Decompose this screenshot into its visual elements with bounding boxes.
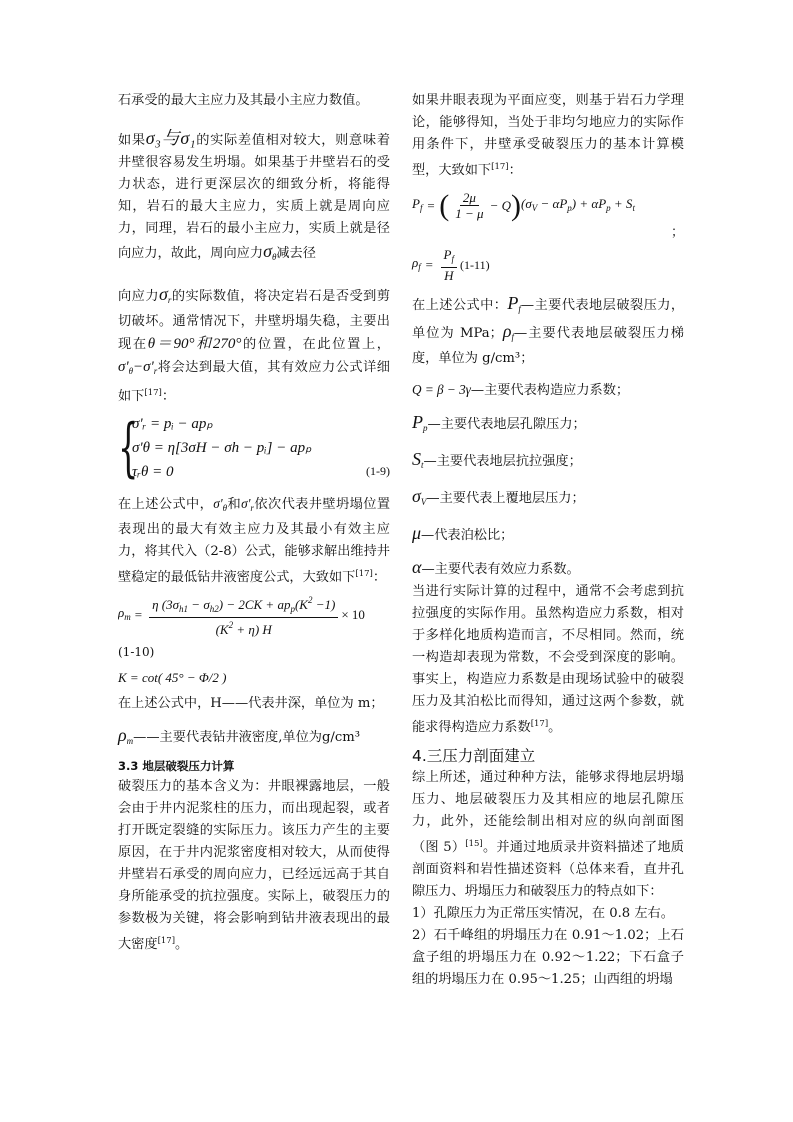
angle-expression: θ＝90°和270°: [147, 336, 242, 352]
right-column: [412, 90, 684, 991]
citation: [15]: [465, 839, 483, 849]
definition-st: [412, 448, 684, 476]
text: 的实际数值，将决定岩石是否受到剪切破坏。通常情况下，井壁坍塌失稳，主要出现在: [118, 289, 391, 352]
left-column: [118, 90, 390, 956]
mu-symbol: μ: [412, 523, 422, 543]
text: —主要代表上覆地层压力；: [426, 491, 585, 506]
text: —主要代表构造应力系数；: [470, 383, 630, 398]
left-paragraph-4: [118, 493, 390, 589]
left-paragraph-7: [118, 776, 390, 956]
left-paragraph-3: [118, 283, 390, 408]
section-heading-4: 4.三压力剖面建立: [412, 747, 536, 765]
text: 。: [175, 937, 189, 952]
sigma3-sigma1-symbol: σ₃与σ₁: [145, 128, 196, 148]
sigma-r-symbol: $\sigma_r$: [159, 284, 172, 305]
text: 的实际差值相对较大，则意味着井壁很容易发生坍塌。如果基于井壁岩石的受力状态，进行更深层次的细致分析，将能得知，岩石的最大主应力，实质上就是周向应力，同理，岩石的最小主应力，实质上就是径向应力，故此，周向应力: [118, 133, 391, 261]
citation: [17]: [491, 162, 509, 172]
text: 当进行实际计算的过程中，通常不会考虑到抗拉强度的实际作用。虽然构造应力系数，相对于多样化地质构造而言，不尽相同。然而，统一构造却表现为常数，不会受到深度的影响。事实上，构造应力系数是由现场试验中的破裂压力及其泊松比而得知，通过这两个参数，就能求得构造应力系数: [412, 584, 684, 735]
text: —主要代表地层孔隙压力；: [427, 417, 586, 432]
right-paragraph-3: [412, 767, 684, 903]
text: ——主要代表钻井液密度,单位为g/cm³: [133, 730, 361, 745]
citation: [17]: [355, 569, 373, 579]
text: 。: [548, 720, 562, 735]
text: 在上述公式中：: [412, 298, 508, 313]
definition-sigma-v: [412, 485, 684, 513]
equation-1-11: $\rho_f$ = $\frac{P_f}{H}$ (1-11): [412, 247, 490, 283]
text: —主要代表地层抗拉强度；: [423, 454, 582, 469]
rho-m-symbol: $\rho_m$: [118, 725, 134, 746]
st-symbol: $S_t$: [412, 449, 424, 470]
equation-line: τᵣθ = 0: [132, 464, 174, 480]
equation-k: [118, 667, 390, 689]
text: —主要代表有效应力系数。: [421, 562, 580, 577]
equation-number: (1-10): [118, 645, 155, 659]
citation: [17]: [144, 388, 162, 398]
list-item-1: 1）孔隙压力为正常压实情况，在 0.8 左右。: [412, 906, 674, 921]
pf-symbol: $P_f$: [507, 293, 521, 314]
equation-line: σ'θ = η[3σH − σh − pᵢ] − apₚ: [132, 440, 312, 456]
text: —主要代表地层破裂压力，单位为 MPa；: [412, 298, 685, 341]
text: ：: [372, 570, 387, 585]
definition-alpha: [412, 556, 684, 581]
text: —代表泊松比；: [421, 528, 514, 543]
semicolon: ；: [670, 224, 684, 239]
citation: [17]: [157, 936, 176, 946]
text: 依次代表井壁坍塌位置表现出的最大有效主应力及其最小有效主应力，将其代入（2-8）公式，能够求解出维持井壁稳定的最低钻井液密度公式，大致如下: [118, 497, 391, 585]
text: 减去径: [276, 246, 316, 261]
text: 综上所述，通过种种方法，能够求得地层坍塌压力、地层破裂压力及其相应的地层孔隙压力，此外，还能绘制出相对应的纵向剖面图（图 5）: [412, 770, 684, 855]
k-formula: K = cot( 45° − Φ/2 ): [118, 670, 227, 685]
fraction: $\frac{2\mu}{1 - \mu}$: [455, 190, 484, 221]
text: 在上述公式中，: [118, 497, 214, 512]
text: 向应力: [118, 289, 159, 304]
right-paragraph-2: [412, 581, 684, 739]
equation-line: σ'ᵣ = pᵢ − apₚ: [132, 416, 213, 432]
text: 和: [227, 497, 242, 512]
text: —主要代表地层破裂压力梯度，单位为 g/cm³；: [412, 326, 684, 366]
text: ：: [161, 389, 176, 404]
rho-f-symbol: $\rho_f$: [502, 321, 515, 342]
q-formula: Q = β − 3γ: [412, 382, 471, 397]
definition-pf: [412, 292, 684, 370]
text: 如果井眼表现为平面应变，则基于岩石力学理论，能够得知，当处于非均匀地应力的实际作用条件下，井壁承受破裂压力的基本计算模型，大致如下: [412, 93, 684, 178]
fraction: $\frac{P_f}{H}$: [441, 247, 457, 283]
equation-number: (1-9): [366, 464, 390, 478]
left-paragraph-2: [118, 127, 390, 268]
text: 破裂压力的基本含义为：井眼裸露地层，一般会由于井内泥浆柱的压力，而出现起裂，或者打开既定裂缝的实际压力。该压力产生的主要原因，在于井内泥浆密度相对较大，从而使得井壁岩石承受的周向应力，已经远远高于其自身所能承受的抗拉强度。实际上，破裂压力的参数极为关键，将会影响到钻井液表现出的最大密度: [118, 779, 390, 952]
equation-number: (1-11): [460, 258, 490, 272]
sigma-r-prime: $\sigma'_r$: [241, 496, 254, 513]
alpha-symbol: α: [412, 557, 422, 577]
fraction: $\frac{\eta (3\sigma_{h1} - \sigma_{h2}) - 2CK + ap_p(K^2 -1)}{(K^2 + \eta) H}$: [149, 593, 338, 637]
definition-q: [412, 379, 684, 402]
sigma-theta-symbol: $\sigma_\theta$: [263, 241, 277, 262]
citation: [17]: [530, 719, 549, 729]
rho-m: $\rho_m$: [118, 605, 131, 622]
sigma-theta-prime: $\sigma'_\theta$: [213, 496, 228, 513]
effective-stress-difference: $\sigma'_\theta-\sigma'_r$: [118, 359, 158, 376]
pp-symbol: $P_p$: [412, 412, 428, 433]
left-paragraph-6: [118, 724, 390, 752]
section-heading-3-3: 3.3 地层破裂压力计算: [118, 759, 235, 773]
left-paragraph-5: 在上述公式中，H——代表井深，单位为 m；: [118, 696, 384, 711]
text: ：: [508, 163, 522, 178]
text: 。并通过地质录井资料描述了地质剖面资料和岩性描述资料（总体来看，直井孔隙压力、坍塌压力和破裂压力的特点如下：: [412, 840, 684, 899]
left-paragraph-1: 石承受的最大主应力及其最小主应力数值。: [118, 93, 369, 108]
equation-1-10: $\rho_m$ = $\frac{\eta (3\sigma_{h1} - \sigma_{h2}) - 2CK + ap_p(K^2 -1)}{(K^2 + \eta) H}$ × 10: [118, 595, 365, 637]
brace: {: [118, 411, 139, 485]
definition-pp: [412, 411, 684, 439]
equation-1-9: [118, 412, 390, 484]
list-item-2: 2）石千峰组的坍塌压力在 0.91～1.02；上石盒子组的坍塌压力在 0.92～1.22；下石盒子组的坍塌压力在 0.95～1.25；山西组的坍塌: [412, 928, 684, 987]
text: 将会达到最大值，其有效应力公式详细如下: [118, 360, 390, 404]
text: 的位置，在此位置上，: [241, 337, 390, 352]
equation-pf: $P_f$ = ( $\frac{2\mu}{1 - \mu}$ − Q ) $(\sigma_V - \alpha P_p) + \alpha P_p + S_t$ ；: [412, 190, 684, 243]
definition-mu: [412, 522, 684, 547]
sigma-v-symbol: $\sigma_V$: [412, 486, 427, 507]
right-paragraph-1: [412, 90, 684, 182]
text: 如果: [118, 133, 146, 148]
